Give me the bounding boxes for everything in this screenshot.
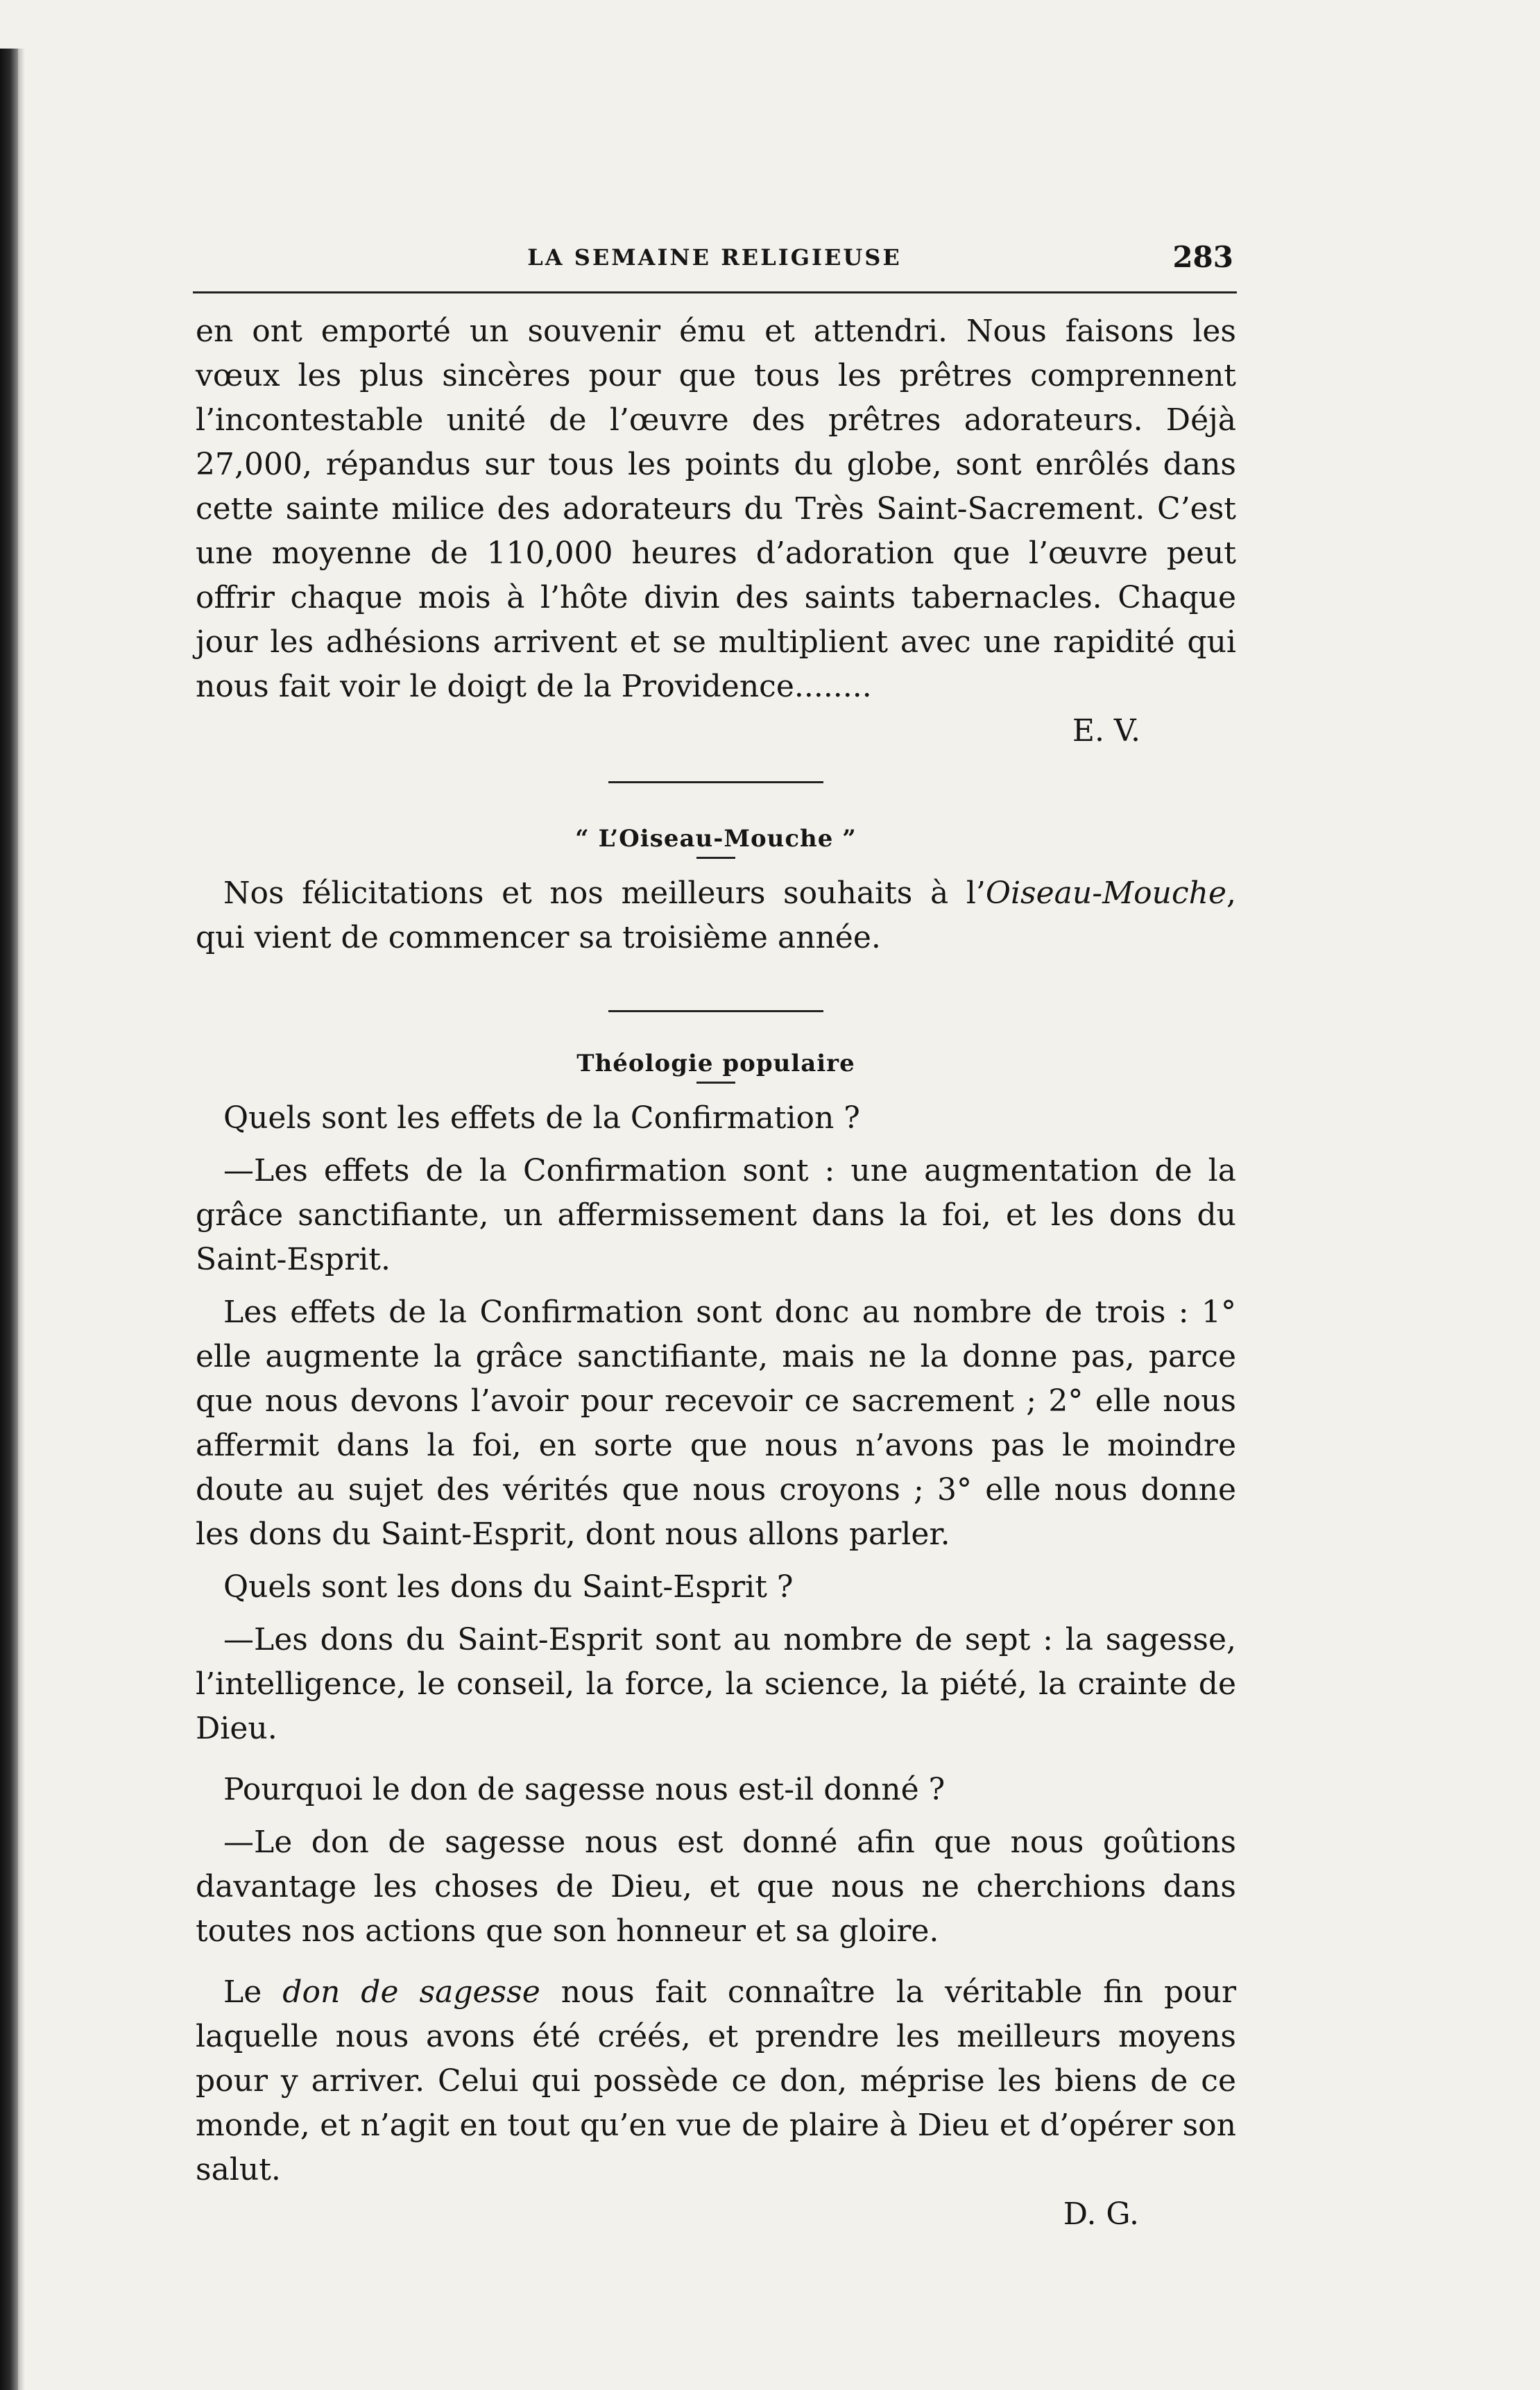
- paragraph-2-after: nous fait connaître la véritable fin pour laquelle nous avons été créés, et prendre les meilleurs moyens pour y arriver. Celui qui possède ce don, méprise les biens de ce monde, et n’agit en tout qu’en vue de plaire à Dieu et d’opérer son salut.: [196, 1974, 1237, 2187]
- running-title: LA SEMAINE RELIGIEUSE: [527, 244, 902, 271]
- paragraph-1: Les effets de la Confirmation sont donc au nombre de trois : 1° elle augmente la grâce sanctifiante, mais ne la donne pas, parce que nous devons l’avoir pour recevoir ce sacrement ; 2° elle nous affermit dans la foi, en sorte que nous n’avons pas le moindre doute au sujet des vérités que nous croyons ; 3° elle nous donne les dons du Saint-Esprit, dont nous allons parler.: [196, 1295, 1236, 1552]
- question-3: Pourquoi le don de sagesse nous est-il donné ?: [223, 1772, 946, 1807]
- don-de-sagesse-italic: don de sagesse: [282, 1974, 540, 2010]
- article-oiseau-mouche-title: “ L’Oiseau-Mouche ”: [575, 825, 857, 853]
- question-1: Quels sont les effets de la Confirmation ?: [223, 1100, 860, 1136]
- title-underline-rule: [696, 1082, 735, 1084]
- article-theologie: [196, 1050, 1236, 2237]
- header-rule: [193, 291, 1237, 293]
- article-oiseau-mouche: [196, 825, 1236, 960]
- paragraph-2: [196, 1970, 1236, 2192]
- page-content: [196, 309, 1236, 2237]
- article-theologie-title: Théologie populaire: [576, 1050, 855, 1077]
- answer-1: —Les effets de la Confirmation sont : une augmentation de la grâce sanctifiante, un affermissement dans la foi, et les dons du Saint-Esprit.: [196, 1153, 1236, 1277]
- oiseau-text-after: , qui vient de commencer sa troisième année.: [196, 876, 1236, 955]
- section-separator-rule: [608, 1010, 823, 1012]
- oiseau-text-before: Nos félicitations et nos meilleurs souhaits à l’: [223, 876, 986, 911]
- answer-3: —Le don de sagesse nous est donné afin que nous goûtions davantage les choses de Dieu, et que nous ne cherchions dans toutes nos actions que son honneur et sa gloire.: [196, 1825, 1236, 1949]
- answer-2: —Les dons du Saint-Esprit sont au nombre de sept : la sagesse, l’intelligence, le conseil, la force, la science, la piété, la crainte de Dieu.: [196, 1622, 1236, 1746]
- oiseau-mouche-italic: Oiseau-Mouche: [985, 876, 1226, 911]
- page-binding-edge: [0, 49, 18, 2390]
- signature-dg: D. G.: [1063, 2196, 1139, 2232]
- signature-ev: E. V.: [1072, 713, 1140, 749]
- running-header: [196, 240, 1233, 286]
- section-separator-rule: [608, 781, 823, 783]
- question-2: Quels sont les dons du Saint-Esprit ?: [223, 1569, 794, 1605]
- article-adoration-text: en ont emporté un souvenir ému et attendri. Nous faisons les vœux les plus sincères pour que tous les prêtres comprennent l’incontestable unité de l’œuvre des prêtres adorateurs. Déjà 27,000, répandus sur tous les points du globe, sont enrôlés dans cette sainte milice des adorateurs du Très Saint-Sacrement. C’est une moyenne de 110,000 heures d’adoration que l’œuvre peut offrir chaque mois à l’hôte divin des saints tabernacles. Chaque jour les adhésions arrivent et se multiplient avec une rapidité qui nous fait voir le doigt de la Providence........: [196, 314, 1236, 704]
- title-underline-rule: [696, 857, 735, 859]
- article-adoration: [196, 309, 1236, 753]
- page-number: 283: [1172, 240, 1233, 274]
- article-oiseau-mouche-text: [196, 871, 1236, 960]
- paragraph-2-before: Le: [223, 1974, 283, 2010]
